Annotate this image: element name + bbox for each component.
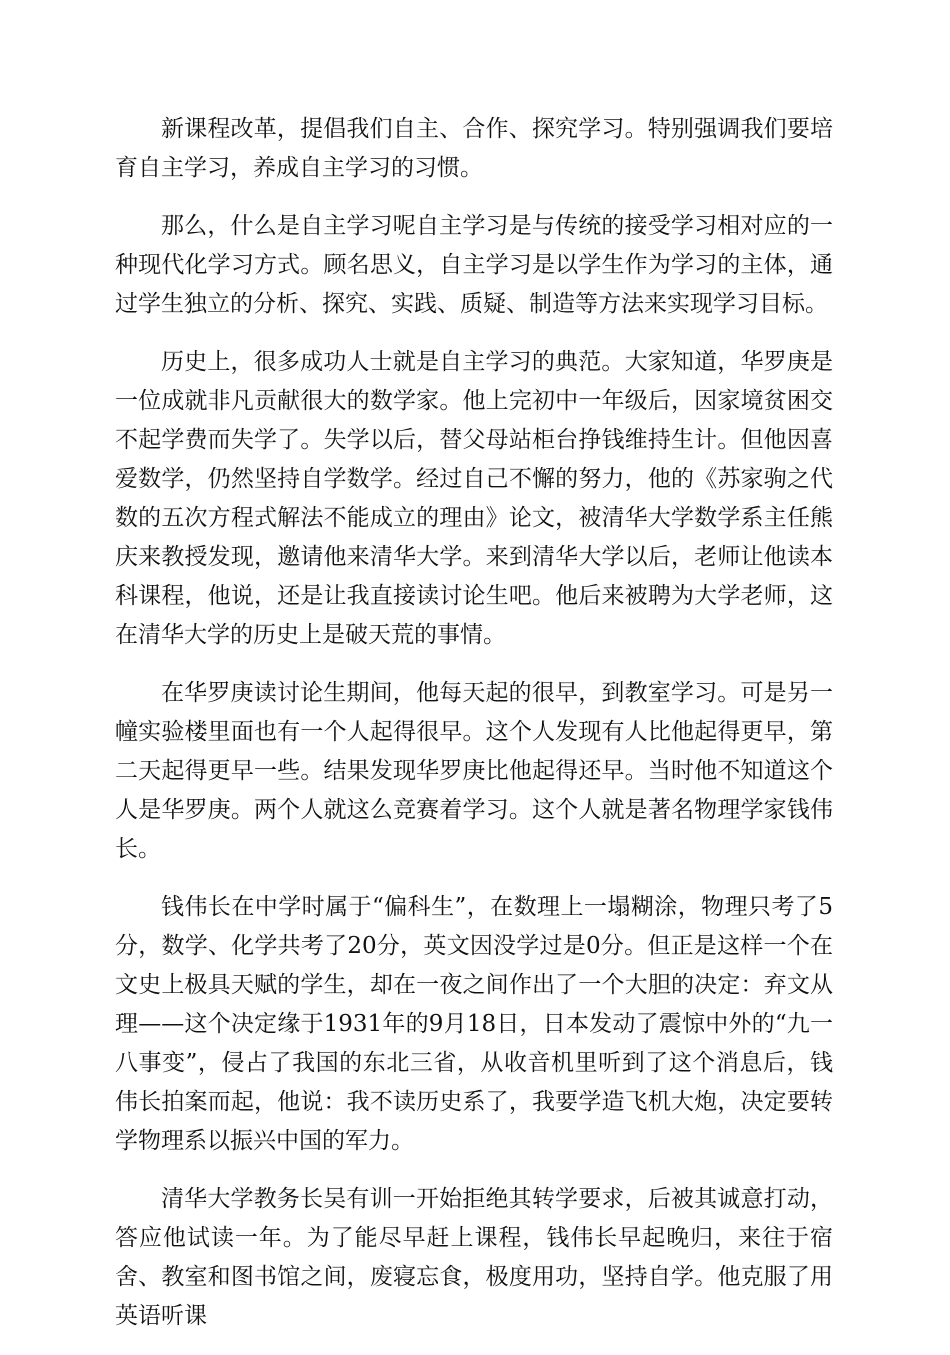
paragraph-wu-youxun: 清华大学教务长吴有训一开始拒绝其转学要求，后被其诚意打动，答应他试读一年。为了能尽早赶上课程，钱伟长早起晚归，来往于宿舍、教室和图书馆之间，废寝忘食，极度用功，坚持自学。他克服了用英语听课 — [115, 1186, 833, 1329]
paragraph-study-competition: 在华罗庚读讨论生期间，他每天起的很早，到教室学习。可是另一幢实验楼里面也有一个人起得很早。这个人发现有人比他起得更早，第二天起得更早一些。结果发现华罗庚比他起得还早。当时他不知道这个人是华罗庚。两个人就这么竞赛着学习。这个人就是著名物理学家钱伟长。 — [115, 680, 833, 862]
paragraph-intro: 新课程改革，提倡我们自主、合作、探究学习。特别强调我们要培育自主学习，养成自主学习的习惯。 — [115, 116, 833, 181]
paragraph-definition: 那么，什么是自主学习呢自主学习是与传统的接受学习相对应的一种现代化学习方式。顾名思义，自主学习是以学生作为学习的主体，通过学生独立的分析、探究、实践、质疑、制造等方法来实现学习目标。 — [115, 213, 833, 317]
paragraph-qian-weichang: 钱伟长在中学时属于“偏科生”，在数理上一塌糊涂，物理只考了5分，数学、化学共考了20分，英文因没学过是0分。但正是这样一个在文史上极具天赋的学生，却在一夜之间作出了一个大胆的决定：弃文从理——这个决定缘于1931年的9月18日，日本发动了震惊中外的“九一八事变”，侵占了我国的东北三省，从收音机里听到了这个消息后，钱伟长拍案而起，他说：我不读历史系了，我要学造飞机大炮，决定要转学物理系以振兴中国的军力。 — [115, 894, 833, 1154]
paragraph-hua-luogeng: 历史上，很多成功人士就是自主学习的典范。大家知道，华罗庚是一位成就非凡贡献很大的数学家。他上完初中一年级后，因家境贫困交不起学费而失学了。失学以后，替父母站柜台挣钱维持生计。但他因喜爱数学，仍然坚持自学数学。经过自己不懈的努力，他的《苏家驹之代数的五次方程式解法不能成立的理由》论文，被清华大学数学系主任熊庆来教授发现，邀请他来清华大学。来到清华大学以后，老师让他读本科课程，他说，还是让我直接读讨论生吧。他后来被聘为大学老师，这在清华大学的历史上是破天荒的事情。 — [115, 349, 833, 648]
document-body — [115, 110, 833, 1355]
